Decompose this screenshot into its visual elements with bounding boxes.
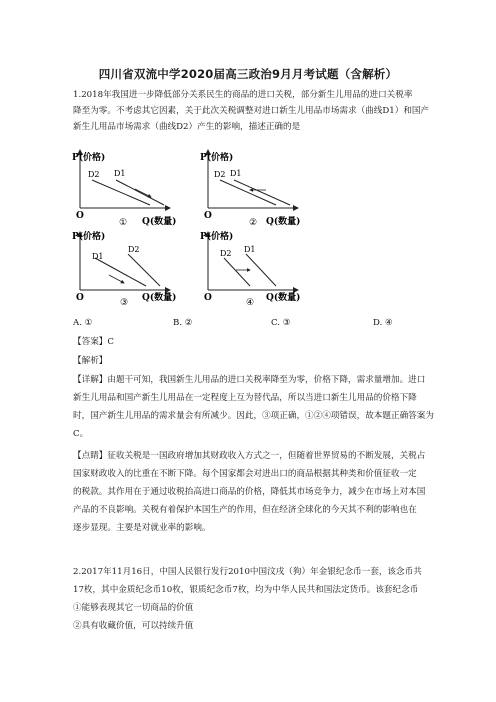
graph-3-number: ③ <box>120 298 129 308</box>
detail-line-4: C。 <box>73 429 89 439</box>
graph-1-curve-a: D2 <box>88 170 100 179</box>
graph-2-x-label: Q(数量) <box>266 217 301 227</box>
comment-line-1: 【点睛】征收关税是一国政府增加其财政收入方式之一，但随着世界贸易的不断发展，关税占 <box>73 451 426 461</box>
graph-2-curve-a: D2 <box>214 170 226 179</box>
option-a: A. ① <box>73 318 93 328</box>
graph-3-origin: O <box>76 293 84 303</box>
graph-2 <box>200 150 300 228</box>
graph-2-curve-b: D1 <box>230 169 242 178</box>
graph-2-y-label: P(价格) <box>200 153 234 163</box>
comment-line-5: 逐步显现。主要是对就业率的影响。 <box>73 523 211 533</box>
detail-line-1: 【详解】由题干可知，我国新生儿用品的进口关税率降至为零，价格下降，需求量增加。进口 <box>73 375 426 385</box>
answer-options <box>73 318 433 330</box>
question1-line-1: 1.2018年我国进一步降低部分关系民生的商品的进口关税，部分新生儿用品的进口关税率 <box>73 90 413 100</box>
graph-4-origin: O <box>204 293 212 303</box>
graph-1-x-label: Q(数量) <box>142 217 177 227</box>
graph-4-y-label: P(价格) <box>200 232 234 242</box>
graph-3-curve-a: D1 <box>92 252 104 261</box>
option-b: B. ② <box>173 318 193 328</box>
comment-line-4: 产品的不良影响。关税有着保护本国生产的作用，但在经济全球化的今天其不利的影响也在 <box>73 505 417 515</box>
detail-line-2: 新生儿用品和国产新生儿用品在一定程度上互为替代品，所以当进口新生儿用品的价格下降 <box>73 393 417 403</box>
graph-4-curve-a: D2 <box>220 249 232 258</box>
graph-4 <box>200 230 300 308</box>
graph-3-y-label: P(价格) <box>72 232 106 242</box>
graph-3 <box>72 230 176 308</box>
graph-4-x-label: Q(数量) <box>266 293 301 303</box>
page-title: 四川省双流中学2020届高三政治9月月考试题（含解析） <box>98 67 398 81</box>
analysis-label: 【解析】 <box>73 356 108 366</box>
question1-line-3: 新生儿用品市场需求（曲线D2）产生的影响，描述正确的是 <box>73 122 301 132</box>
graph-1-origin: O <box>76 211 84 221</box>
graph-3-curve-b: D2 <box>128 245 140 254</box>
question2-line-4: ②具有收藏价值，可以持续升值 <box>73 621 194 631</box>
question2-line-3: ①能够表现其它一切商品的价值 <box>73 603 194 613</box>
question2-line-1: 2.2017年11月16日，中国人民银行发行2010中国汶戌（狗）年金银纪念币一套，该念币共 <box>73 567 422 577</box>
graph-1-curve-b: D1 <box>114 169 126 178</box>
graph-2-number: ② <box>249 218 258 228</box>
answer-line: 【答案】C <box>73 337 114 347</box>
graph-1 <box>72 150 176 228</box>
graph-4-number: ④ <box>246 298 255 308</box>
question2-line-2: 17枚，其中金质纪念币10枚，银质纪念币7枚，均为中华人民共和国法定货币。该套纪念币 <box>73 585 419 595</box>
graph-1-number: ① <box>119 218 128 228</box>
graph-2-origin: O <box>204 211 212 221</box>
question1-line-2: 降至为零。不考虑其它因素，关于此次关税调整对进口新生儿用品市场需求（曲线D1）和国产 <box>73 106 430 116</box>
graph-3-x-label: Q(数量) <box>142 293 177 303</box>
detail-line-3: 时，国产新生儿用品的需求量会有所减少。因此，③项正确，①②④项错误，故本题正确答案为 <box>73 411 434 421</box>
comment-line-2: 国家财政收入的比重在不断下降。每个国家都会对进出口的商品根据其种类和价值征收一定 <box>73 469 417 479</box>
graph-4-curve-b: D1 <box>244 245 256 254</box>
comment-line-3: 的税款。其作用在于通过收税抬高进口商品的价格，降低其市场竞争力，减少在市场上对本国 <box>73 487 426 497</box>
option-c: C. ③ <box>271 318 291 328</box>
graph-1-y-label: P(价格) <box>72 153 106 163</box>
option-d: D. ④ <box>373 318 393 328</box>
